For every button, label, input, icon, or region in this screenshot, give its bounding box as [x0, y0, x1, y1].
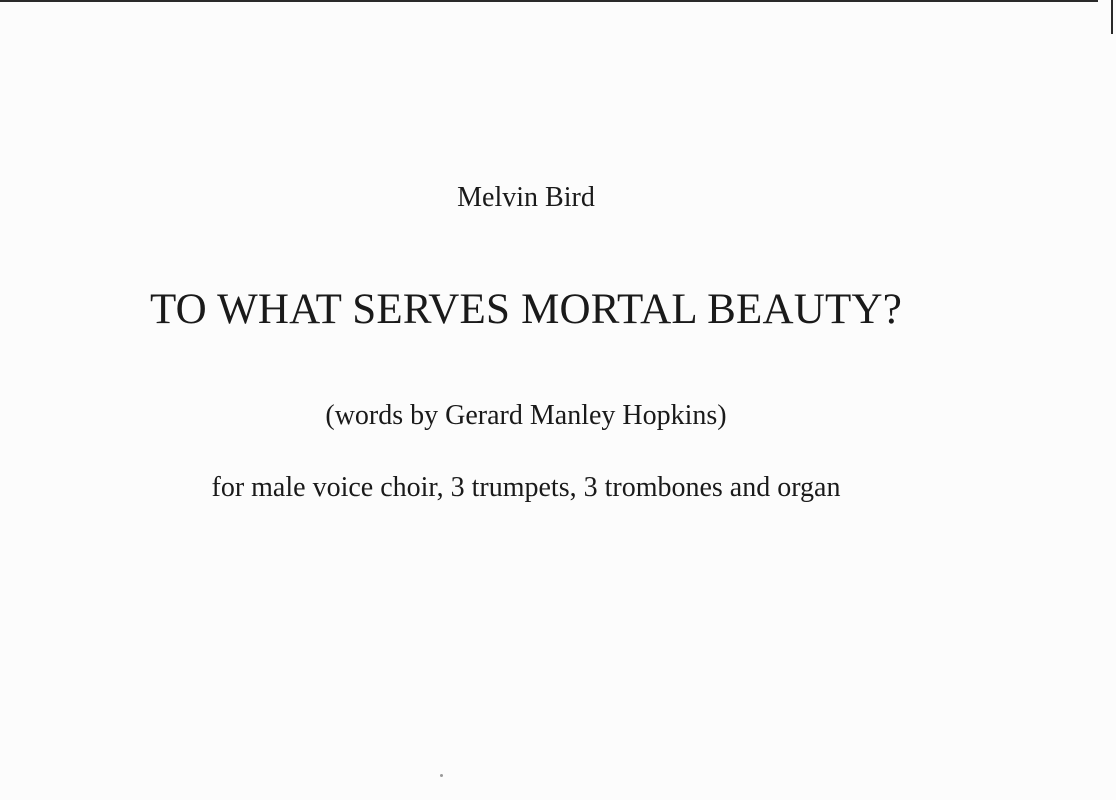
scoring-line: for male voice choir, 3 trumpets, 3 trombones and organ [211, 472, 841, 503]
work-title: TO WHAT SERVES MORTAL BEAUTY? [149, 286, 903, 333]
scan-speck [440, 774, 443, 777]
composer-name: Melvin Bird [457, 182, 595, 213]
scan-edge-top [0, 0, 1098, 2]
scan-edge-right [1111, 0, 1113, 34]
words-credit: (words by Gerard Manley Hopkins) [325, 400, 727, 431]
